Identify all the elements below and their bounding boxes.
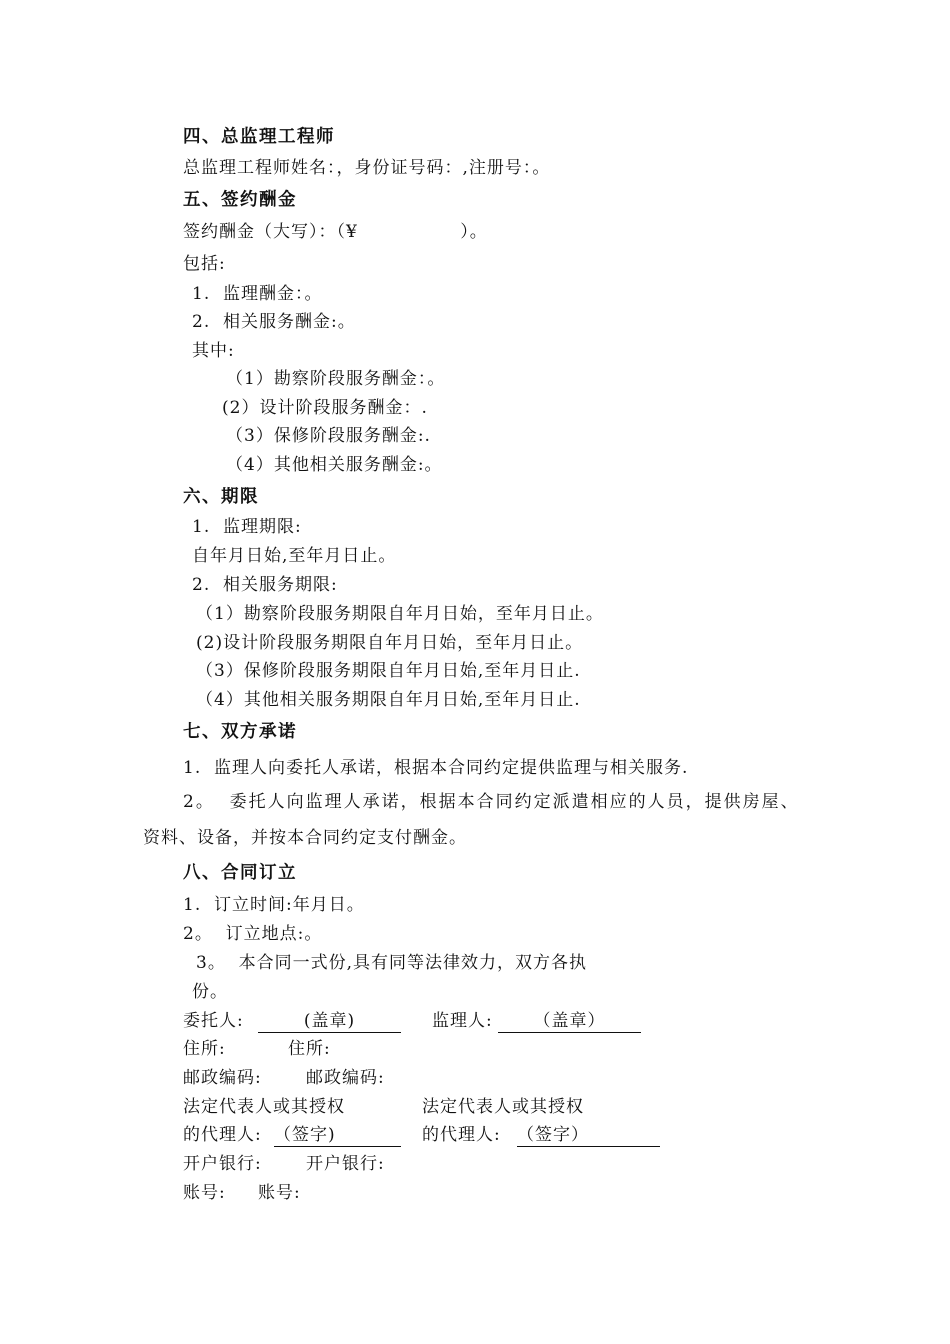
supervisor-representative-label: 法定代表人或其授权 (422, 1097, 584, 1117)
supervisor-agent-label: 的代理人: (422, 1125, 501, 1145)
supervisor-postcode-label: 邮政编码: (306, 1068, 385, 1088)
supervisor-account-label: 账号: (258, 1183, 301, 1203)
supervisor-seal-field: （盖章） (498, 1010, 641, 1033)
section-5-heading: 五、签约酬金 (183, 190, 297, 210)
client-label: 委托人: (183, 1011, 244, 1031)
commitment-item-2-line-2: 资料、设备，并按本合同约定支付酬金。 (143, 828, 467, 848)
chief-engineer-line: 总监理工程师姓名：，身份证号码：,注册号：。 (183, 158, 551, 178)
client-address-label: 住所: (183, 1039, 226, 1059)
signing-fee-line: 签约酬金（大写）：（¥ ）。 (183, 222, 488, 242)
supervisor-label: 监理人: (432, 1011, 493, 1031)
commitment-item-1: 1. 监理人向委托人承诺，根据本合同约定提供监理与相关服务. (183, 758, 689, 778)
commitment-item-2-line-1: 2。 委托人向监理人承诺，根据本合同约定派遣相应的人员，提供房屋、 (183, 792, 800, 812)
conclusion-place: 2。 订立地点:。 (183, 924, 323, 944)
section-4-heading: 四、总监理工程师 (183, 127, 335, 147)
client-signature-field: （签字) (274, 1124, 401, 1147)
supervisor-address-label: 住所: (288, 1039, 331, 1059)
fee-sub-2: (2）设计阶段服务酬金：. (222, 398, 428, 418)
term-item-1: 1. 监理期限: (192, 517, 302, 537)
fee-item-1: 1. 监理酬金：。 (192, 284, 323, 304)
term-item-1-text: 自年月日始,至年月日止。 (192, 546, 397, 566)
term-sub-3: （3）保修阶段服务期限自年月日始,至年月日止. (196, 661, 581, 681)
section-8-heading: 八、合同订立 (183, 863, 297, 883)
term-item-2: 2. 相关服务期限: (192, 575, 338, 595)
fee-sub-1: （1）勘察阶段服务酬金：。 (226, 369, 446, 389)
includes-label: 包括: (183, 254, 226, 274)
section-6-heading: 六、期限 (183, 487, 259, 507)
client-bank-label: 开户银行: (183, 1154, 262, 1174)
term-sub-4: （4）其他相关服务期限自年月日始,至年月日止. (196, 690, 581, 710)
client-seal-field: (盖章) (258, 1010, 401, 1033)
term-sub-1: （1）勘察阶段服务期限自年月日始，至年月日止。 (196, 604, 604, 624)
client-account-label: 账号: (183, 1183, 226, 1203)
client-postcode-label: 邮政编码: (183, 1068, 262, 1088)
term-sub-2: (2)设计阶段服务期限自年月日始，至年月日止。 (196, 633, 584, 653)
client-agent-label: 的代理人: (183, 1125, 262, 1145)
conclusion-time: 1. 订立时间:年月日。 (183, 895, 365, 915)
supervisor-bank-label: 开户银行: (306, 1154, 385, 1174)
fee-item-2: 2. 相关服务酬金:。 (192, 312, 356, 332)
among-label: 其中: (192, 341, 235, 361)
client-representative-label: 法定代表人或其授权 (183, 1097, 345, 1117)
copies-line-1: 3。 本合同一式份,具有同等法律效力，双方各执 (196, 953, 588, 973)
copies-line-2: 份。 (192, 982, 228, 1002)
supervisor-signature-field: （签字） (517, 1124, 660, 1147)
section-7-heading: 七、双方承诺 (183, 722, 297, 742)
fee-sub-4: （4）其他相关服务酬金:。 (226, 455, 443, 475)
fee-sub-3: （3）保修阶段服务酬金:. (226, 426, 431, 446)
